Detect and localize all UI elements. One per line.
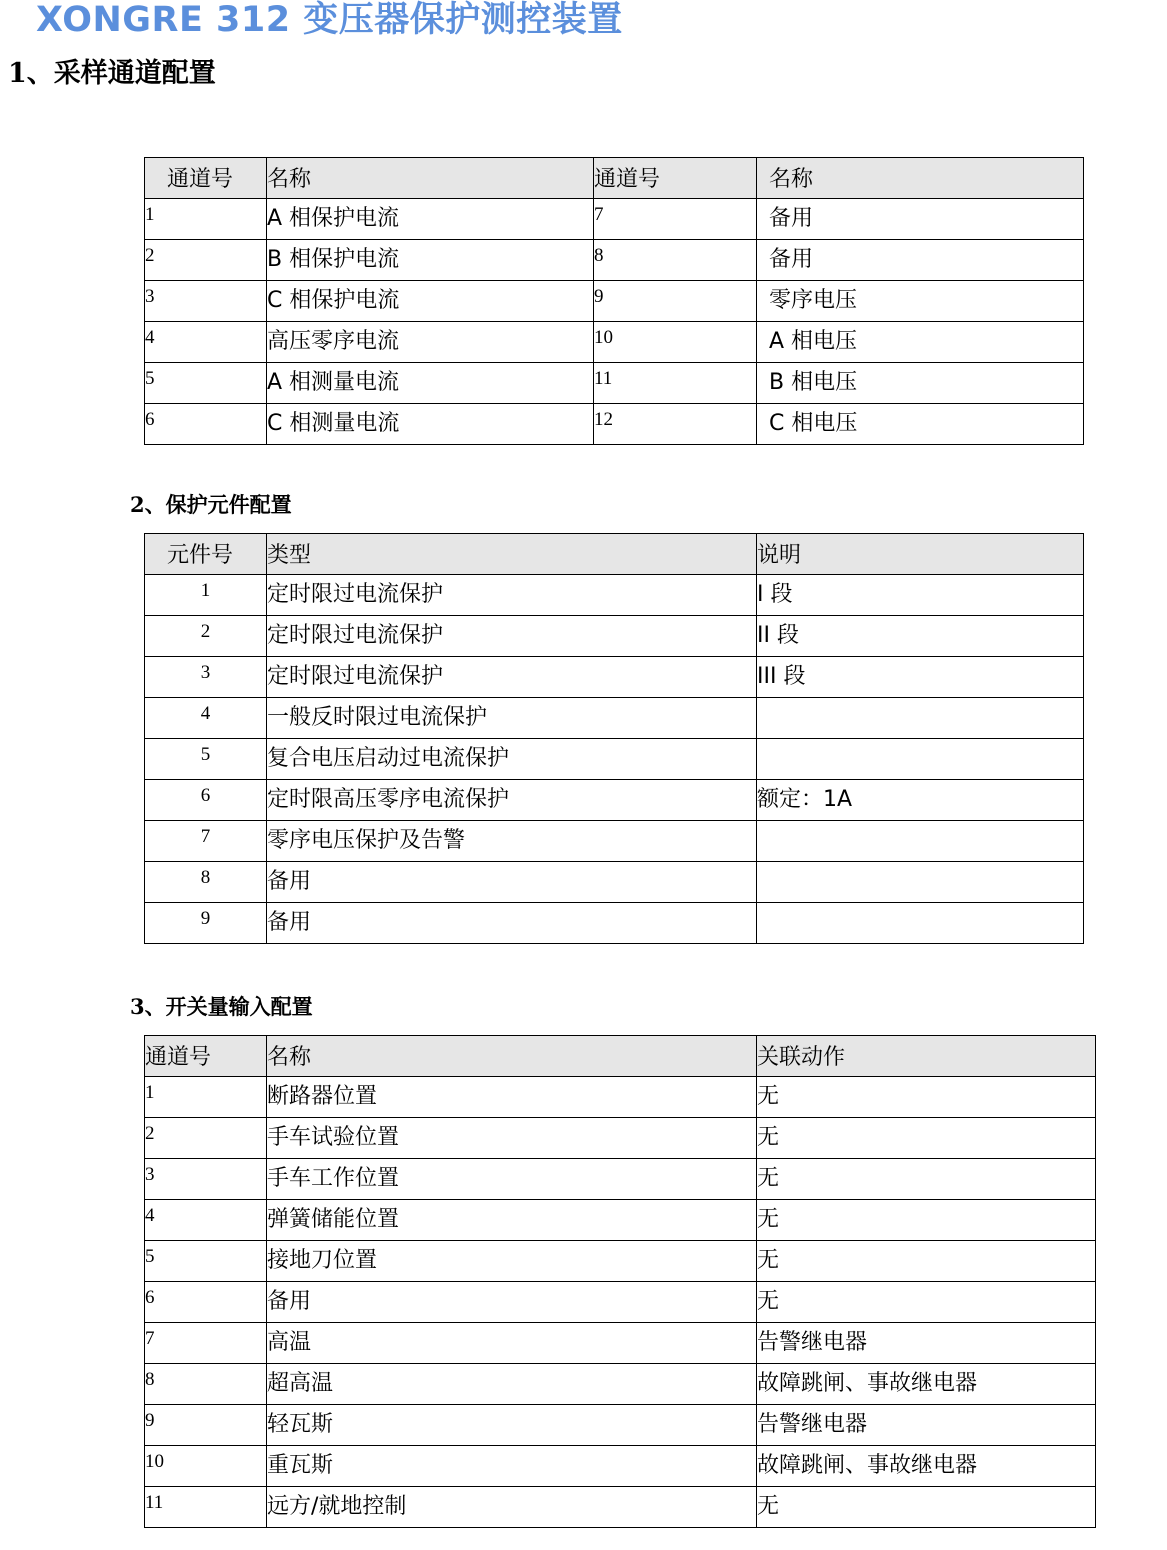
input-name-cell: 手车试验位置 (267, 1118, 757, 1159)
element-no-cell: 8 (145, 862, 267, 903)
table-row (145, 281, 1084, 322)
channel-name-cell: 高压零序电流 (267, 322, 594, 363)
element-description-cell: 额定：1A (757, 780, 1084, 821)
channel-no-cell: 4 (145, 322, 267, 363)
table-row (145, 1487, 1096, 1528)
sampling-channel-table (144, 157, 1084, 445)
channel-no-cell: 7 (594, 199, 757, 240)
channel-no-cell: 4 (145, 1200, 267, 1241)
channel-no-cell: 12 (594, 404, 757, 445)
header-linked-action: 关联动作 (757, 1036, 1096, 1077)
linked-action-cell: 告警继电器 (757, 1405, 1096, 1446)
switch-input-table (144, 1035, 1096, 1528)
channel-no-cell: 3 (145, 281, 267, 322)
channel-name-cell: B 相电压 (757, 363, 1084, 404)
element-no-cell: 9 (145, 903, 267, 944)
input-name-cell: 高温 (267, 1323, 757, 1364)
element-type-cell: 定时限过电流保护 (267, 657, 757, 698)
table-row (145, 903, 1084, 944)
linked-action-cell: 告警继电器 (757, 1323, 1096, 1364)
element-description-cell (757, 739, 1084, 780)
element-type-cell: 备用 (267, 903, 757, 944)
table-row (145, 1159, 1096, 1200)
protection-element-table (144, 533, 1084, 944)
channel-no-cell: 11 (145, 1487, 267, 1528)
header-type: 类型 (267, 534, 757, 575)
input-name-cell: 弹簧储能位置 (267, 1200, 757, 1241)
linked-action-cell: 无 (757, 1487, 1096, 1528)
section2-heading: 2、保护元件配置 (130, 492, 292, 517)
element-description-cell (757, 698, 1084, 739)
table-row (145, 1282, 1096, 1323)
input-name-cell: 远方/就地控制 (267, 1487, 757, 1528)
element-description-cell (757, 903, 1084, 944)
channel-no-cell: 6 (145, 1282, 267, 1323)
element-no-cell: 2 (145, 616, 267, 657)
table-row (145, 575, 1084, 616)
input-name-cell: 超高温 (267, 1364, 757, 1405)
table-row (145, 1241, 1096, 1282)
table-row (145, 698, 1084, 739)
channel-name-cell: A 相保护电流 (267, 199, 594, 240)
linked-action-cell: 无 (757, 1282, 1096, 1323)
element-description-cell (757, 821, 1084, 862)
channel-no-cell: 9 (145, 1405, 267, 1446)
channel-no-cell: 8 (594, 240, 757, 281)
header-name: 名称 (267, 158, 594, 199)
element-no-cell: 5 (145, 739, 267, 780)
element-description-cell: I 段 (757, 575, 1084, 616)
table-row (145, 1364, 1096, 1405)
table-row (145, 1323, 1096, 1364)
table-row (145, 199, 1084, 240)
channel-no-cell: 2 (145, 240, 267, 281)
table-row (145, 240, 1084, 281)
element-type-cell: 复合电压启动过电流保护 (267, 739, 757, 780)
table-header-row (145, 1036, 1096, 1077)
element-type-cell: 定时限过电流保护 (267, 616, 757, 657)
channel-no-cell: 5 (145, 363, 267, 404)
element-no-cell: 3 (145, 657, 267, 698)
table-row (145, 404, 1084, 445)
header-channel-no: 通道号 (594, 158, 757, 199)
element-type-cell: 定时限过电流保护 (267, 575, 757, 616)
channel-name-cell: 备用 (757, 199, 1084, 240)
channel-no-cell: 10 (594, 322, 757, 363)
table-row (145, 322, 1084, 363)
table-row (145, 363, 1084, 404)
header-channel-no: 通道号 (145, 1036, 267, 1077)
channel-name-cell: C 相测量电流 (267, 404, 594, 445)
channel-name-cell: C 相保护电流 (267, 281, 594, 322)
channel-name-cell: A 相测量电流 (267, 363, 594, 404)
section1-heading: 1、采样通道配置 (8, 58, 216, 89)
table-row (145, 657, 1084, 698)
table-row (145, 821, 1084, 862)
channel-no-cell: 1 (145, 199, 267, 240)
table-row (145, 862, 1084, 903)
header-element-no: 元件号 (145, 534, 267, 575)
table-row (145, 616, 1084, 657)
header-description: 说明 (757, 534, 1084, 575)
element-description-cell: II 段 (757, 616, 1084, 657)
channel-no-cell: 11 (594, 363, 757, 404)
document-title: XONGRE 312 变压器保护测控装置 (36, 0, 623, 40)
table-row (145, 1118, 1096, 1159)
table-row (145, 1200, 1096, 1241)
channel-no-cell: 7 (145, 1323, 267, 1364)
input-name-cell: 轻瓦斯 (267, 1405, 757, 1446)
input-name-cell: 断路器位置 (267, 1077, 757, 1118)
linked-action-cell: 无 (757, 1241, 1096, 1282)
channel-name-cell: 零序电压 (757, 281, 1084, 322)
element-no-cell: 6 (145, 780, 267, 821)
channel-no-cell: 1 (145, 1077, 267, 1118)
channel-name-cell: C 相电压 (757, 404, 1084, 445)
linked-action-cell: 无 (757, 1159, 1096, 1200)
header-name: 名称 (757, 158, 1084, 199)
header-channel-no: 通道号 (145, 158, 267, 199)
table-row (145, 780, 1084, 821)
linked-action-cell: 故障跳闸、事故继电器 (757, 1446, 1096, 1487)
channel-no-cell: 2 (145, 1118, 267, 1159)
channel-no-cell: 6 (145, 404, 267, 445)
linked-action-cell: 无 (757, 1118, 1096, 1159)
table-row (145, 1446, 1096, 1487)
table-row (145, 739, 1084, 780)
linked-action-cell: 故障跳闸、事故继电器 (757, 1364, 1096, 1405)
table-header-row (145, 158, 1084, 199)
element-type-cell: 一般反时限过电流保护 (267, 698, 757, 739)
element-no-cell: 4 (145, 698, 267, 739)
channel-name-cell: 备用 (757, 240, 1084, 281)
channel-no-cell: 5 (145, 1241, 267, 1282)
element-no-cell: 7 (145, 821, 267, 862)
table-header-row (145, 534, 1084, 575)
element-description-cell (757, 862, 1084, 903)
table-row (145, 1405, 1096, 1446)
linked-action-cell: 无 (757, 1077, 1096, 1118)
channel-name-cell: A 相电压 (757, 322, 1084, 363)
element-type-cell: 定时限高压零序电流保护 (267, 780, 757, 821)
channel-no-cell: 9 (594, 281, 757, 322)
element-description-cell: III 段 (757, 657, 1084, 698)
element-no-cell: 1 (145, 575, 267, 616)
table-row (145, 1077, 1096, 1118)
input-name-cell: 重瓦斯 (267, 1446, 757, 1487)
section3-heading: 3、开关量输入配置 (130, 994, 313, 1019)
channel-no-cell: 3 (145, 1159, 267, 1200)
channel-no-cell: 10 (145, 1446, 267, 1487)
channel-no-cell: 8 (145, 1364, 267, 1405)
input-name-cell: 接地刀位置 (267, 1241, 757, 1282)
input-name-cell: 手车工作位置 (267, 1159, 757, 1200)
header-name: 名称 (267, 1036, 757, 1077)
element-type-cell: 零序电压保护及告警 (267, 821, 757, 862)
element-type-cell: 备用 (267, 862, 757, 903)
linked-action-cell: 无 (757, 1200, 1096, 1241)
input-name-cell: 备用 (267, 1282, 757, 1323)
channel-name-cell: B 相保护电流 (267, 240, 594, 281)
